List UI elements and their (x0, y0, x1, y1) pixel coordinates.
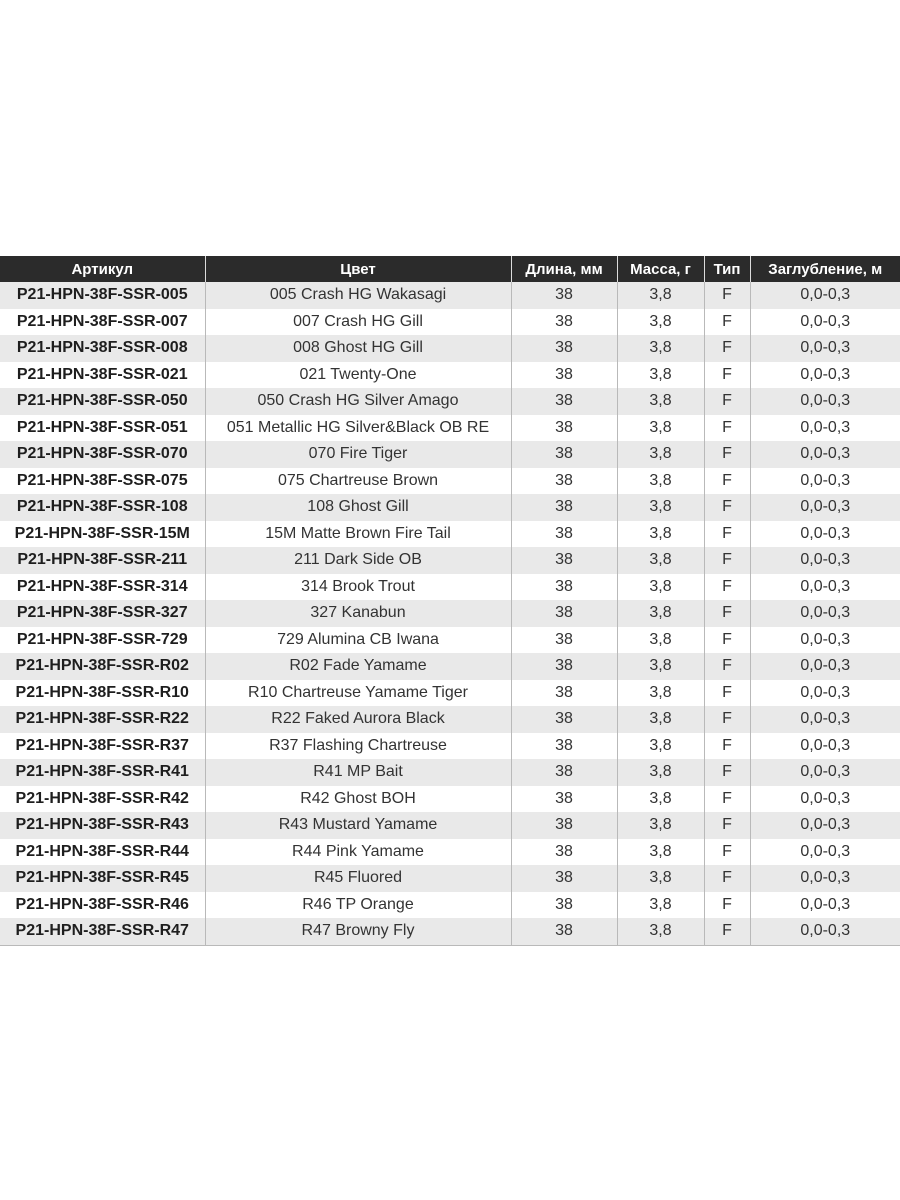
cell-length: 38 (511, 574, 617, 601)
cell-length: 38 (511, 918, 617, 945)
cell-depth: 0,0-0,3 (750, 574, 900, 601)
table-row (0, 574, 900, 601)
table-row (0, 441, 900, 468)
table-header (0, 256, 900, 282)
cell-depth: 0,0-0,3 (750, 759, 900, 786)
cell-weight: 3,8 (617, 627, 704, 654)
cell-type: F (704, 362, 750, 389)
cell-type: F (704, 865, 750, 892)
column-header-depth: Заглубление, м (750, 256, 900, 282)
cell-length: 38 (511, 733, 617, 760)
cell-length: 38 (511, 415, 617, 442)
cell-color: R22 Faked Aurora Black (205, 706, 511, 733)
cell-depth: 0,0-0,3 (750, 918, 900, 945)
table-row (0, 892, 900, 919)
table-row (0, 335, 900, 362)
cell-color: R02 Fade Yamame (205, 653, 511, 680)
cell-weight: 3,8 (617, 335, 704, 362)
table-row (0, 812, 900, 839)
cell-article: P21-HPN-38F-SSR-R45 (0, 865, 205, 892)
cell-depth: 0,0-0,3 (750, 282, 900, 309)
column-header-length: Длина, мм (511, 256, 617, 282)
cell-weight: 3,8 (617, 839, 704, 866)
cell-article: P21-HPN-38F-SSR-R46 (0, 892, 205, 919)
cell-color: 007 Crash HG Gill (205, 309, 511, 336)
cell-length: 38 (511, 494, 617, 521)
cell-type: F (704, 786, 750, 813)
cell-type: F (704, 494, 750, 521)
cell-article: P21-HPN-38F-SSR-050 (0, 388, 205, 415)
cell-article: P21-HPN-38F-SSR-021 (0, 362, 205, 389)
cell-length: 38 (511, 282, 617, 309)
cell-weight: 3,8 (617, 786, 704, 813)
cell-color: R45 Fluored (205, 865, 511, 892)
cell-length: 38 (511, 362, 617, 389)
cell-length: 38 (511, 309, 617, 336)
cell-length: 38 (511, 547, 617, 574)
cell-type: F (704, 521, 750, 548)
cell-type: F (704, 282, 750, 309)
cell-type: F (704, 680, 750, 707)
cell-article: P21-HPN-38F-SSR-051 (0, 415, 205, 442)
cell-weight: 3,8 (617, 892, 704, 919)
table-row (0, 362, 900, 389)
cell-weight: 3,8 (617, 362, 704, 389)
cell-article: P21-HPN-38F-SSR-R22 (0, 706, 205, 733)
table-row (0, 865, 900, 892)
cell-weight: 3,8 (617, 574, 704, 601)
cell-weight: 3,8 (617, 521, 704, 548)
cell-type: F (704, 415, 750, 442)
cell-length: 38 (511, 653, 617, 680)
table-row (0, 653, 900, 680)
cell-weight: 3,8 (617, 388, 704, 415)
cell-color: 211 Dark Side OB (205, 547, 511, 574)
cell-length: 38 (511, 388, 617, 415)
cell-weight: 3,8 (617, 415, 704, 442)
cell-color: R10 Chartreuse Yamame Tiger (205, 680, 511, 707)
cell-color: R37 Flashing Chartreuse (205, 733, 511, 760)
cell-article: P21-HPN-38F-SSR-R43 (0, 812, 205, 839)
column-header-weight: Масса, г (617, 256, 704, 282)
cell-article: P21-HPN-38F-SSR-327 (0, 600, 205, 627)
cell-depth: 0,0-0,3 (750, 547, 900, 574)
cell-depth: 0,0-0,3 (750, 733, 900, 760)
cell-color: 327 Kanabun (205, 600, 511, 627)
table-row (0, 494, 900, 521)
cell-type: F (704, 627, 750, 654)
cell-article: P21-HPN-38F-SSR-15M (0, 521, 205, 548)
cell-color: R44 Pink Yamame (205, 839, 511, 866)
cell-weight: 3,8 (617, 733, 704, 760)
cell-article: P21-HPN-38F-SSR-R47 (0, 918, 205, 945)
table-row (0, 600, 900, 627)
cell-depth: 0,0-0,3 (750, 812, 900, 839)
cell-depth: 0,0-0,3 (750, 653, 900, 680)
cell-article: P21-HPN-38F-SSR-008 (0, 335, 205, 362)
cell-depth: 0,0-0,3 (750, 335, 900, 362)
cell-weight: 3,8 (617, 706, 704, 733)
cell-length: 38 (511, 812, 617, 839)
cell-type: F (704, 706, 750, 733)
column-header-type: Тип (704, 256, 750, 282)
table-row (0, 468, 900, 495)
cell-weight: 3,8 (617, 653, 704, 680)
cell-length: 38 (511, 865, 617, 892)
table-row (0, 521, 900, 548)
cell-weight: 3,8 (617, 468, 704, 495)
cell-length: 38 (511, 468, 617, 495)
cell-color: 005 Crash HG Wakasagi (205, 282, 511, 309)
cell-type: F (704, 600, 750, 627)
cell-type: F (704, 759, 750, 786)
cell-length: 38 (511, 627, 617, 654)
table-row (0, 282, 900, 309)
cell-article: P21-HPN-38F-SSR-108 (0, 494, 205, 521)
cell-article: P21-HPN-38F-SSR-R41 (0, 759, 205, 786)
cell-article: P21-HPN-38F-SSR-314 (0, 574, 205, 601)
cell-weight: 3,8 (617, 547, 704, 574)
table-row (0, 415, 900, 442)
cell-color: R47 Browny Fly (205, 918, 511, 945)
cell-length: 38 (511, 600, 617, 627)
table-row (0, 786, 900, 813)
cell-depth: 0,0-0,3 (750, 786, 900, 813)
cell-type: F (704, 653, 750, 680)
cell-length: 38 (511, 680, 617, 707)
cell-article: P21-HPN-38F-SSR-075 (0, 468, 205, 495)
table-body (0, 282, 900, 945)
cell-weight: 3,8 (617, 600, 704, 627)
cell-depth: 0,0-0,3 (750, 627, 900, 654)
cell-depth: 0,0-0,3 (750, 865, 900, 892)
cell-weight: 3,8 (617, 494, 704, 521)
cell-weight: 3,8 (617, 865, 704, 892)
cell-weight: 3,8 (617, 282, 704, 309)
cell-depth: 0,0-0,3 (750, 309, 900, 336)
cell-weight: 3,8 (617, 759, 704, 786)
cell-depth: 0,0-0,3 (750, 521, 900, 548)
cell-color: R42 Ghost BOH (205, 786, 511, 813)
cell-color: 021 Twenty-One (205, 362, 511, 389)
cell-type: F (704, 335, 750, 362)
cell-article: P21-HPN-38F-SSR-007 (0, 309, 205, 336)
cell-article: P21-HPN-38F-SSR-R37 (0, 733, 205, 760)
cell-article: P21-HPN-38F-SSR-R02 (0, 653, 205, 680)
spec-table (0, 256, 900, 946)
cell-type: F (704, 812, 750, 839)
cell-color: 314 Brook Trout (205, 574, 511, 601)
cell-color: 050 Crash HG Silver Amago (205, 388, 511, 415)
cell-length: 38 (511, 706, 617, 733)
cell-depth: 0,0-0,3 (750, 839, 900, 866)
cell-depth: 0,0-0,3 (750, 388, 900, 415)
cell-type: F (704, 918, 750, 945)
cell-depth: 0,0-0,3 (750, 468, 900, 495)
cell-weight: 3,8 (617, 812, 704, 839)
cell-depth: 0,0-0,3 (750, 706, 900, 733)
cell-depth: 0,0-0,3 (750, 892, 900, 919)
cell-depth: 0,0-0,3 (750, 600, 900, 627)
column-header-article: Артикул (0, 256, 205, 282)
cell-type: F (704, 441, 750, 468)
header-row (0, 256, 900, 282)
column-header-color: Цвет (205, 256, 511, 282)
cell-color: 108 Ghost Gill (205, 494, 511, 521)
cell-color: 075 Chartreuse Brown (205, 468, 511, 495)
cell-article: P21-HPN-38F-SSR-R42 (0, 786, 205, 813)
cell-depth: 0,0-0,3 (750, 362, 900, 389)
cell-color: 070 Fire Tiger (205, 441, 511, 468)
cell-depth: 0,0-0,3 (750, 494, 900, 521)
cell-type: F (704, 468, 750, 495)
cell-type: F (704, 574, 750, 601)
table-row (0, 547, 900, 574)
cell-length: 38 (511, 441, 617, 468)
table-row (0, 680, 900, 707)
cell-color: R46 TP Orange (205, 892, 511, 919)
cell-type: F (704, 547, 750, 574)
cell-depth: 0,0-0,3 (750, 415, 900, 442)
cell-color: 051 Metallic HG Silver&Black OB RE (205, 415, 511, 442)
table-row (0, 918, 900, 945)
cell-color: 729 Alumina CB Iwana (205, 627, 511, 654)
table-row (0, 839, 900, 866)
cell-depth: 0,0-0,3 (750, 680, 900, 707)
cell-article: P21-HPN-38F-SSR-729 (0, 627, 205, 654)
cell-article: P21-HPN-38F-SSR-R10 (0, 680, 205, 707)
cell-article: P21-HPN-38F-SSR-R44 (0, 839, 205, 866)
table-row (0, 759, 900, 786)
cell-color: 008 Ghost HG Gill (205, 335, 511, 362)
cell-weight: 3,8 (617, 441, 704, 468)
cell-length: 38 (511, 335, 617, 362)
cell-color: 15M Matte Brown Fire Tail (205, 521, 511, 548)
table-row (0, 733, 900, 760)
cell-length: 38 (511, 521, 617, 548)
cell-article: P21-HPN-38F-SSR-005 (0, 282, 205, 309)
table-row (0, 388, 900, 415)
cell-weight: 3,8 (617, 680, 704, 707)
cell-weight: 3,8 (617, 918, 704, 945)
cell-type: F (704, 733, 750, 760)
cell-article: P21-HPN-38F-SSR-211 (0, 547, 205, 574)
cell-type: F (704, 839, 750, 866)
table-row (0, 309, 900, 336)
table-row (0, 706, 900, 733)
cell-color: R43 Mustard Yamame (205, 812, 511, 839)
cell-article: P21-HPN-38F-SSR-070 (0, 441, 205, 468)
cell-length: 38 (511, 839, 617, 866)
cell-type: F (704, 892, 750, 919)
cell-type: F (704, 388, 750, 415)
cell-weight: 3,8 (617, 309, 704, 336)
cell-length: 38 (511, 892, 617, 919)
cell-length: 38 (511, 759, 617, 786)
cell-length: 38 (511, 786, 617, 813)
cell-color: R41 MP Bait (205, 759, 511, 786)
cell-depth: 0,0-0,3 (750, 441, 900, 468)
cell-type: F (704, 309, 750, 336)
table-row (0, 627, 900, 654)
